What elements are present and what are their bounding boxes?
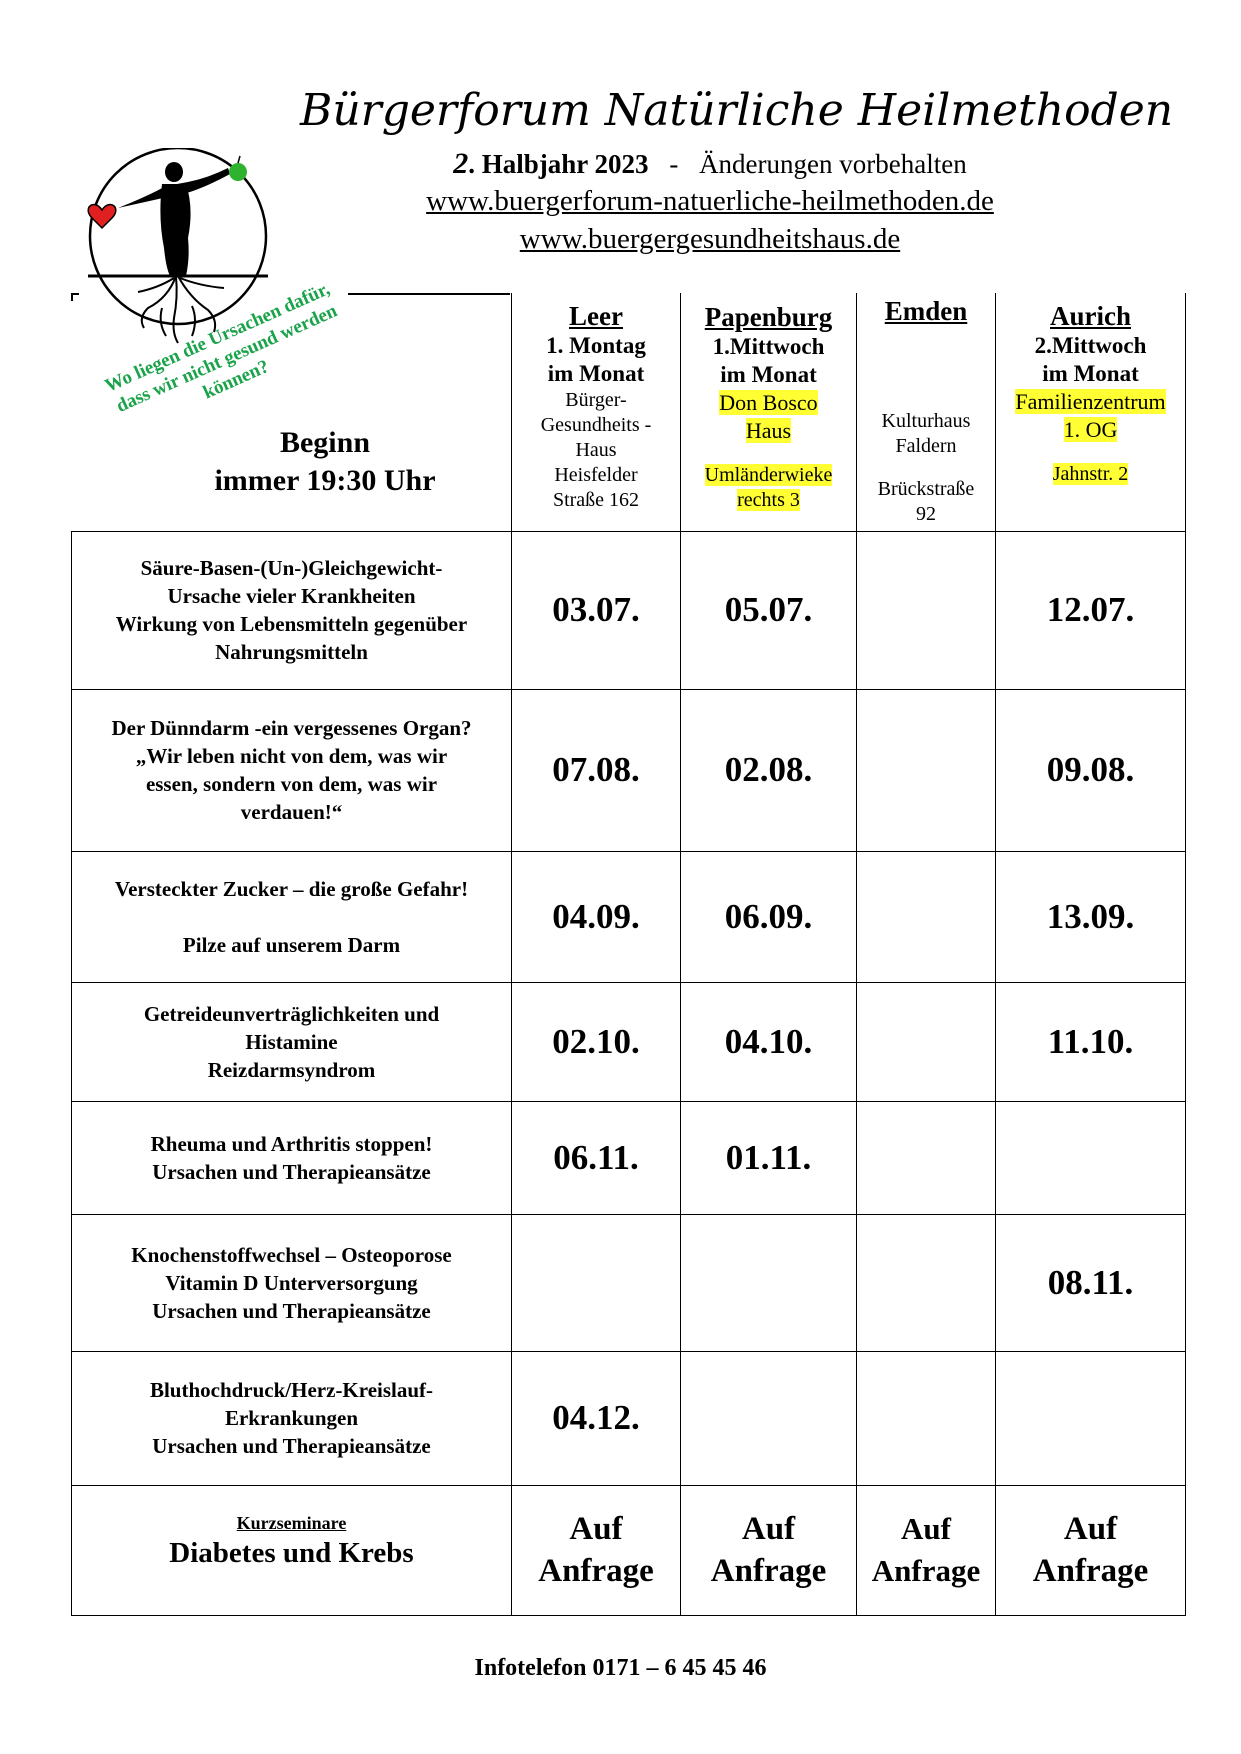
date-papenburg (681, 1214, 857, 1351)
topic-line: Ursache vieler Krankheiten (167, 584, 416, 608)
topic-line: Vitamin D Unterversorgung (165, 1270, 418, 1295)
date-papenburg (681, 1351, 857, 1485)
website-link-2[interactable]: www.buergergesundheitshaus.de (519, 223, 901, 255)
page-title: Bürgerforum Natürliche Heilmethoden (300, 85, 1174, 136)
info-phone: Infotelefon 0171 – 6 45 45 46 (474, 1655, 767, 1681)
city-name: Emden (884, 296, 968, 326)
city-name: Leer (569, 301, 623, 332)
topic-line: Nahrungsmitteln (215, 640, 368, 664)
date-papenburg: 05.07. (681, 531, 857, 689)
topic-line: verdauen!“ (240, 800, 343, 824)
slogan: Wo liegen die Ursachen dafür, dass wir nicht gesund werden können? (101, 278, 341, 417)
topic-line: Knochenstoffwechsel – Osteoporose (131, 1242, 452, 1267)
on-request-line: Anfrage (871, 1553, 981, 1588)
date-aurich: 11.10. (996, 982, 1186, 1101)
on-request-line: Anfrage (538, 1553, 654, 1589)
topic-line: Ursachen und Therapieansätze (152, 1434, 431, 1458)
topic-cell (72, 1351, 512, 1485)
schedule-rule: 2.Mittwoch (1034, 333, 1147, 359)
changes-note: Änderungen vorbehalten (699, 149, 967, 179)
on-request-line: Anfrage (710, 1553, 827, 1589)
topic-cell (72, 1214, 512, 1351)
address-line: Brückstraße (877, 478, 975, 500)
on-request-line: Auf (741, 1511, 796, 1547)
topic-line: Histamine (245, 1029, 338, 1054)
date-aurich (996, 1101, 1186, 1214)
column-header-aurich (996, 293, 1186, 531)
date-leer: 02.10. (512, 982, 681, 1101)
on-request-line: Auf (1063, 1511, 1118, 1547)
topic-line: Reizdarmsyndrom (207, 1057, 376, 1082)
topic-line: Pilze auf unserem Darm (182, 932, 401, 957)
address-line: 92 (916, 503, 936, 525)
topic-cell (72, 531, 512, 689)
on-request-line: Auf (901, 1511, 951, 1546)
on-request-emden (857, 1485, 996, 1615)
venue-line: Heisfelder (554, 464, 638, 487)
topic-cell (72, 851, 512, 982)
topic-line: Getreideunverträglichkeiten und (143, 1001, 440, 1026)
on-request-aurich (996, 1485, 1186, 1615)
date-emden (857, 982, 996, 1101)
half-number: 2 (453, 147, 469, 180)
kurzseminare-row (72, 1485, 1186, 1615)
topic-line: Ursachen und Therapieansätze (152, 1159, 431, 1184)
table-row (72, 531, 1186, 689)
topic-line: Säure-Basen-(Un-)Gleichgewicht- (140, 556, 443, 580)
date-emden (857, 689, 996, 851)
table-row (72, 1351, 1186, 1485)
table-row (72, 1214, 1186, 1351)
topic-line: Bluthochdruck/Herz-Kreislauf- (149, 1378, 434, 1402)
date-emden (857, 531, 996, 689)
address-line: rechts 3 (737, 488, 800, 511)
city-name: Papenburg (704, 301, 833, 332)
dash: - (669, 149, 679, 179)
topic-line (76, 903, 507, 931)
topic-line: essen, sondern von dem, was wir (145, 772, 438, 796)
schedule-rule: 1.Mittwoch (712, 333, 825, 359)
column-header-leer (512, 293, 681, 531)
table-row (72, 982, 1186, 1101)
column-header-emden (857, 293, 996, 531)
date-papenburg: 01.11. (681, 1101, 857, 1214)
venue-line: Don Bosco (719, 389, 818, 415)
topic-cell (72, 982, 512, 1101)
schedule-rule: im Monat (547, 361, 645, 387)
website-link-1[interactable]: www.buergerforum-natuerliche-heilmethoden.de (426, 185, 994, 217)
date-leer: 06.11. (512, 1101, 681, 1214)
date-papenburg: 02.08. (681, 689, 857, 851)
venue-line: Bürger- (565, 389, 627, 412)
kurzseminare-title: Diabetes und Krebs (169, 1537, 414, 1569)
topic-line: Ursachen und Therapieansätze (152, 1298, 431, 1323)
column-header-papenburg (681, 293, 857, 531)
date-aurich: 09.08. (996, 689, 1186, 851)
date-leer: 07.08. (512, 689, 681, 851)
city-name: Aurich (1050, 301, 1131, 332)
table-row (72, 851, 1186, 982)
venue-line: 1. OG (1063, 417, 1118, 443)
topic-cell (72, 689, 512, 851)
date-leer: 04.09. (512, 851, 681, 982)
date-aurich: 12.07. (996, 531, 1186, 689)
date-emden (857, 1101, 996, 1214)
address-line: Jahnstr. 2 (1052, 463, 1129, 486)
date-aurich: 08.11. (996, 1214, 1186, 1351)
venue-line: Familienzentrum (1015, 389, 1166, 415)
date-emden (857, 851, 996, 982)
topic-line: Versteckter Zucker – die große Gefahr! (114, 876, 469, 901)
date-leer: 03.07. (512, 531, 681, 689)
on-request-line: Auf (569, 1511, 623, 1547)
subtitle (300, 146, 1120, 182)
schedule-rule: 1. Montag (546, 333, 646, 359)
date-papenburg: 04.10. (681, 982, 857, 1101)
start-time-note (190, 424, 460, 500)
date-leer: 04.12. (512, 1351, 681, 1485)
kurzseminare-cell (72, 1485, 512, 1615)
date-emden (857, 1214, 996, 1351)
date-emden (857, 1351, 996, 1485)
venue-line: Haus (745, 417, 792, 443)
date-aurich: 13.09. (996, 851, 1186, 982)
topic-line: Der Dünndarm -ein vergessenes Organ? (111, 716, 472, 740)
beginn-time: immer 19:30 Uhr (214, 464, 436, 497)
venue-line: Gesundheits - (540, 414, 652, 437)
table-row (72, 689, 1186, 851)
on-request-papenburg (681, 1485, 857, 1615)
date-papenburg: 06.09. (681, 851, 857, 982)
date-leer (512, 1214, 681, 1351)
kurzseminare-label: Kurzseminare (236, 1513, 347, 1533)
date-aurich (996, 1351, 1186, 1485)
topic-line: „Wir leben nicht von dem, was wir (135, 744, 448, 768)
on-request-leer (512, 1485, 681, 1615)
venue-line: Faldern (895, 435, 957, 457)
topic-line: Rheuma und Arthritis stoppen! (150, 1131, 433, 1156)
topic-line: Wirkung von Lebensmitteln gegenüber (115, 612, 468, 636)
venue-line: Kulturhaus (881, 410, 971, 432)
schedule-rule: im Monat (1042, 361, 1139, 387)
topic-cell (72, 1101, 512, 1214)
beginn-label: Beginn (279, 426, 371, 459)
header-border-tick (71, 293, 73, 301)
venue-line: Straße 162 (552, 489, 640, 512)
schedule-rule: im Monat (720, 361, 817, 387)
on-request-line: Anfrage (1032, 1553, 1149, 1589)
venue-line: Haus (575, 439, 617, 462)
half-text: . Halbjahr 2023 (468, 149, 649, 179)
address-line: Umländerwieke (704, 463, 833, 486)
table-row (72, 1101, 1186, 1214)
topic-line: Erkrankungen (224, 1406, 359, 1430)
